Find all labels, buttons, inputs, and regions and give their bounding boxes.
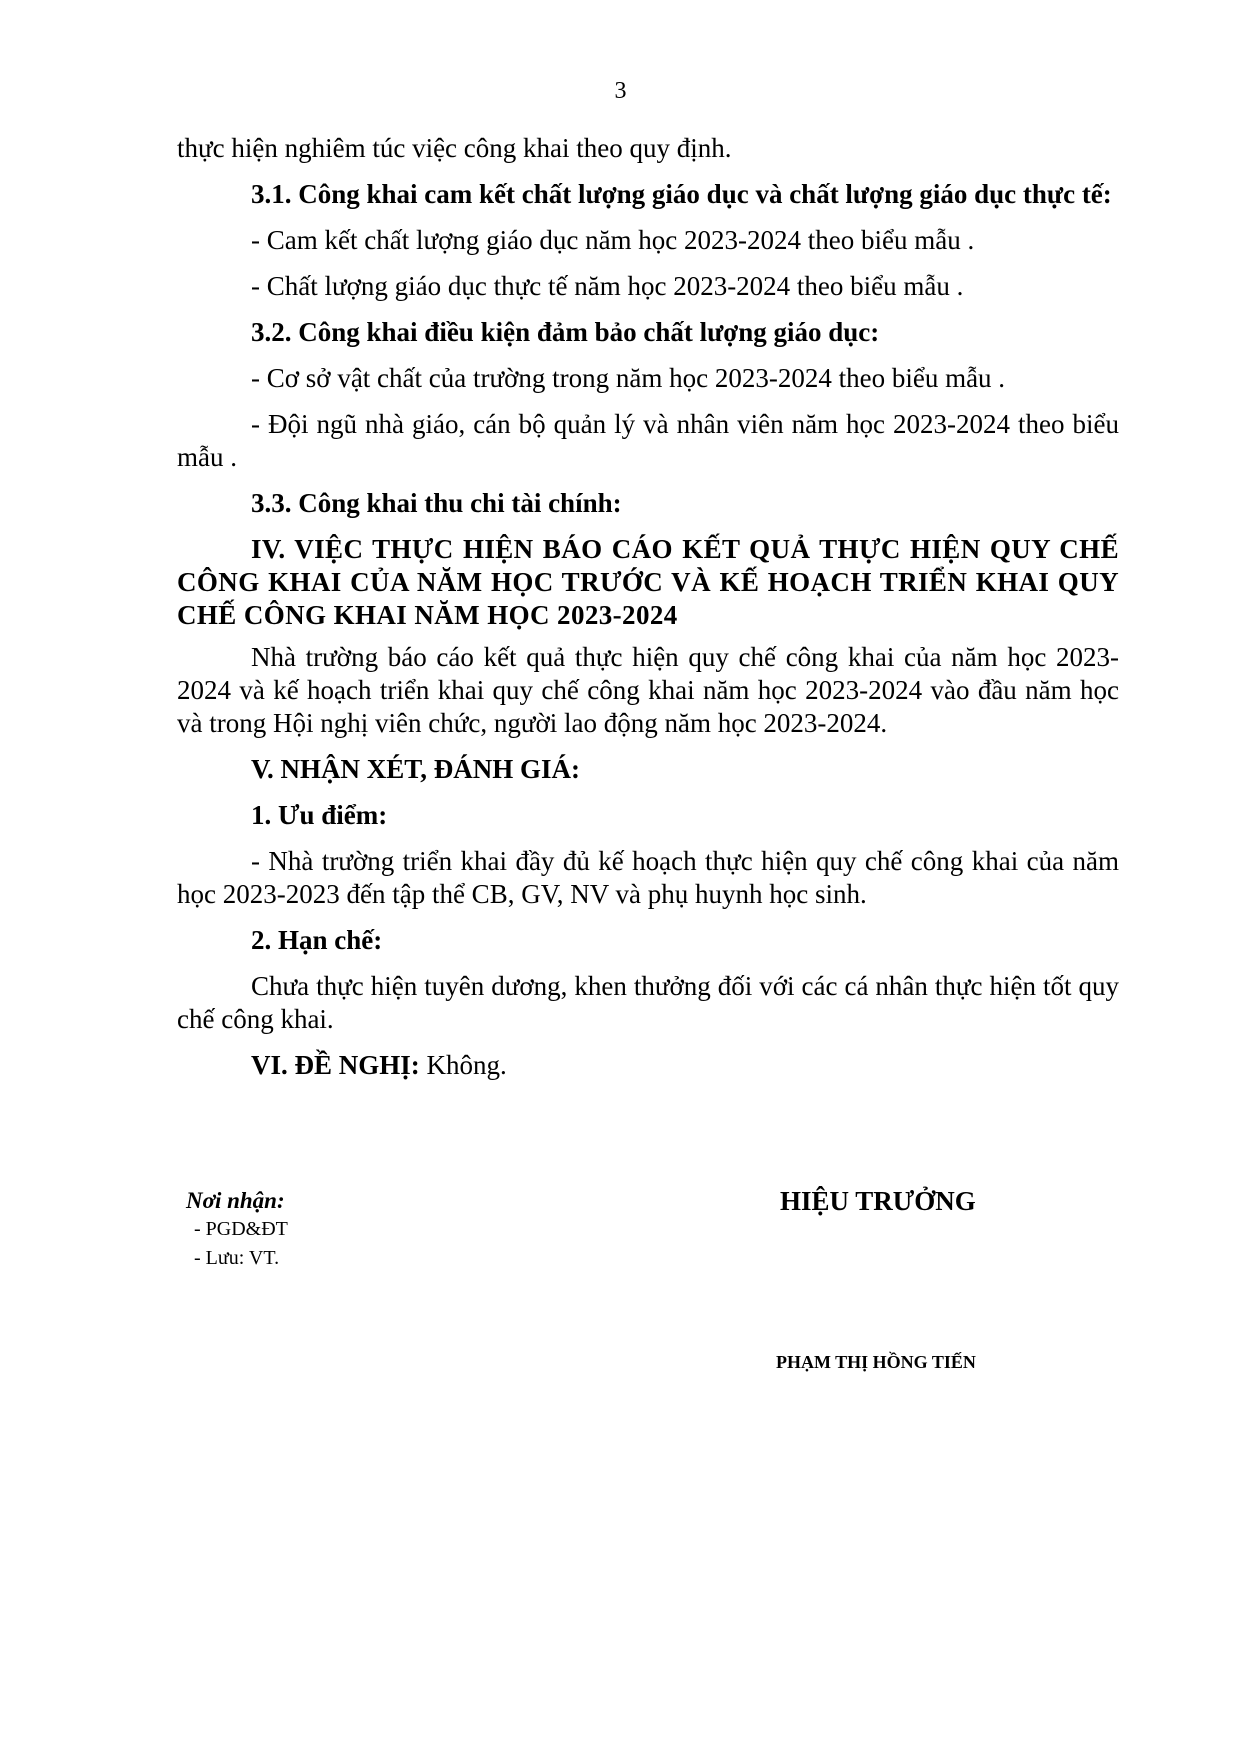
- section-iv-paragraph: Nhà trường báo cáo kết quả thực hiện quy chế công khai của năm học 2023-2024 và kế hoạch triển khai quy chế công khai năm học 2023-2024 vào đầu năm học và trong Hội nghị viên chức, người lao động năm học 2023-2024.: [177, 642, 1119, 738]
- strengths-heading: 1. Ưu điểm:: [251, 800, 388, 830]
- recipients-block: [186, 1186, 288, 1273]
- recipient-item: - PGD&ĐT: [194, 1218, 288, 1240]
- section-iv-heading: IV. VIỆC THỰC HIỆN BÁO CÁO KẾT QUẢ THỰC HIỆN QUY CHẾ CÔNG KHAI CỦA NĂM HỌC TRƯỚC VÀ KẾ HOẠCH TRIỂN KHAI QUY CHẾ CÔNG KHAI NĂM HỌC 2023-2024: [177, 534, 1119, 630]
- paragraph-continuation: thực hiện nghiêm túc việc công khai theo quy định.: [177, 133, 732, 163]
- strengths-paragraph: - Nhà trường triển khai đầy đủ kế hoạch thực hiện quy chế công khai của năm học 2023-2023 đến tập thể CB, GV, NV và phụ huynh học sinh.: [177, 846, 1119, 909]
- recipient-item: - Lưu: VT.: [194, 1247, 280, 1269]
- limitations-heading: 2. Hạn chế:: [251, 925, 383, 955]
- list-item: - Cơ sở vật chất của trường trong năm học 2023-2024 theo biểu mẫu .: [251, 363, 1006, 393]
- signatory-name: PHẠM THỊ HỒNG TIẾN: [776, 1352, 976, 1372]
- document-body: [177, 132, 1119, 1095]
- section-vi-text: Không.: [419, 1050, 507, 1080]
- section-3-1-heading: 3.1. Công khai cam kết chất lượng giáo dục và chất lượng giáo dục thực tế:: [251, 179, 1112, 209]
- list-item: - Chất lượng giáo dục thực tế năm học 2023-2024 theo biểu mẫu .: [251, 271, 964, 301]
- page-number: 3: [614, 78, 627, 104]
- recipients-label: Nơi nhận:: [186, 1188, 285, 1213]
- limitations-paragraph: Chưa thực hiện tuyên dương, khen thưởng đối với các cá nhân thực hiện tốt quy chế công khai.: [177, 971, 1119, 1034]
- section-vi-label: VI. ĐỀ NGHỊ:: [251, 1050, 420, 1080]
- list-item: - Đội ngũ nhà giáo, cán bộ quản lý và nhân viên năm học 2023-2024 theo biểu mẫu .: [177, 409, 1119, 472]
- list-item: - Cam kết chất lượng giáo dục năm học 2023-2024 theo biểu mẫu .: [251, 225, 975, 255]
- signature-title: HIỆU TRƯỞNG: [780, 1186, 976, 1216]
- section-v-heading: V. NHẬN XÉT, ĐÁNH GIÁ:: [251, 754, 581, 784]
- section-3-3-heading: 3.3. Công khai thu chi tài chính:: [251, 488, 622, 518]
- section-vi: [177, 1049, 1119, 1082]
- section-3-2-heading: 3.2. Công khai điều kiện đảm bảo chất lượng giáo dục:: [251, 317, 880, 347]
